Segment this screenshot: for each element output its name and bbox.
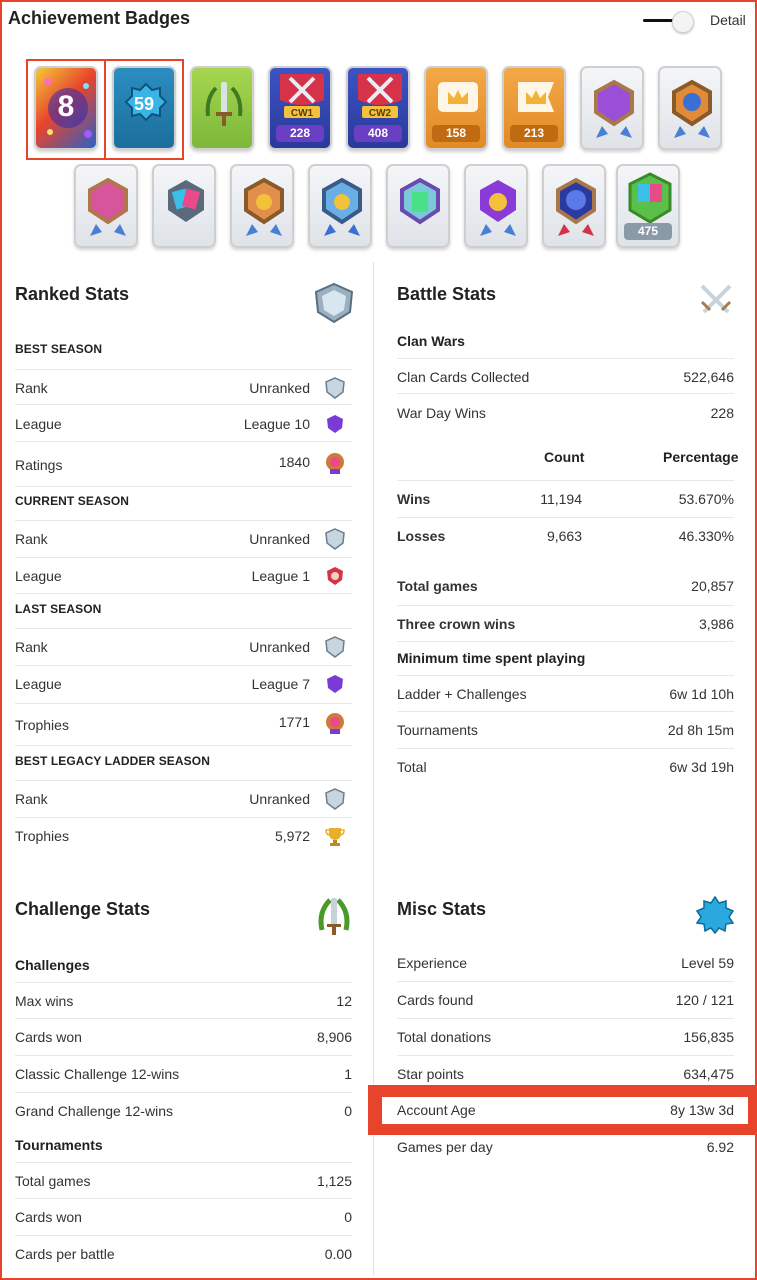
war-day-wins-row — [397, 395, 734, 431]
total-donations-row — [397, 1019, 734, 1056]
losses-percentage: 46.330% — [678, 528, 734, 544]
cw1-label: CW1 — [290, 108, 314, 119]
level-value: 59 — [133, 94, 155, 114]
achievement-badges-title: Achievement Badges — [8, 8, 191, 28]
rank-shield-icon — [324, 377, 346, 399]
total-time-value: 6w 3d 19h — [669, 759, 734, 775]
count-column-header: Count — [544, 449, 585, 465]
detail-toggle[interactable] — [643, 11, 693, 31]
cards-per-battle-label: Cards per battle — [15, 1246, 115, 1262]
tournaments-heading: Tournaments — [15, 1137, 103, 1153]
league-value: League 1 — [251, 568, 310, 584]
ladder-challenges-label: Ladder + Challenges — [397, 686, 527, 702]
rank-label: Rank — [15, 791, 48, 807]
rank-shield-icon — [324, 528, 346, 550]
card-collection-count: 475 — [624, 223, 672, 240]
clan-war-2-badge[interactable] — [346, 66, 410, 150]
rating-medal-icon — [324, 452, 346, 474]
total-games-value: 20,857 — [691, 578, 734, 594]
league-badge-king[interactable] — [230, 164, 294, 248]
total-donations-value: 156,835 — [683, 1029, 734, 1045]
best-season-rank-row — [15, 369, 352, 405]
last-season-rank-row — [15, 628, 352, 666]
king-shield-icon — [232, 166, 294, 248]
league-label: League — [15, 676, 62, 692]
crown-chest-badge[interactable] — [424, 66, 488, 150]
tournaments-time-row — [397, 712, 734, 749]
sword-wreath-icon — [314, 894, 354, 940]
rating-medal-icon — [324, 712, 346, 734]
cards-found-value: 120 / 121 — [675, 992, 734, 1008]
skull-shield-icon — [660, 68, 722, 150]
blue-king-shield-icon — [310, 166, 372, 248]
current-season-rank-row — [15, 520, 352, 558]
clan-cards-label: Clan Cards Collected — [397, 369, 530, 385]
legacy-season-heading: BEST LEGACY LADDER SEASON — [15, 754, 210, 768]
total-time-label: Total — [397, 759, 427, 775]
rank-shield-icon — [324, 636, 346, 658]
cw2-label: CW2 — [368, 108, 392, 119]
teal-shield-icon — [388, 166, 450, 248]
tournaments-time-value: 2d 8h 15m — [667, 722, 734, 738]
losses-row — [397, 518, 734, 554]
battle-stats-title: Battle Stats — [397, 284, 497, 304]
crossed-swords-icon — [696, 280, 736, 318]
cards-per-battle-row — [15, 1236, 352, 1272]
experience-row — [397, 945, 734, 982]
losses-label: Losses — [397, 528, 446, 544]
crown-flag-badge[interactable] — [502, 66, 566, 150]
games-per-day-label: Games per day — [397, 1139, 493, 1155]
rank-value: Unranked — [249, 531, 310, 547]
league-badge-purple[interactable] — [580, 66, 644, 150]
clan-war-1-badge[interactable] — [268, 66, 332, 150]
last-season-heading: LAST SEASON — [15, 602, 102, 616]
challenges-heading: Challenges — [15, 957, 90, 973]
cards-won-value: 8,906 — [316, 1029, 352, 1045]
rank-value: Unranked — [249, 639, 310, 655]
tournament-total-games-value: 1,125 — [316, 1173, 352, 1189]
three-crown-wins-label: Three crown wins — [397, 616, 516, 632]
trophy-icon — [324, 825, 346, 847]
grand-challenge-value: 0 — [344, 1103, 352, 1119]
trophies-label: Trophies — [15, 828, 69, 844]
tournament-cards-won-label: Cards won — [15, 1209, 82, 1225]
ranked-shield-icon — [314, 282, 354, 324]
wins-row — [397, 480, 734, 518]
cw2-count: 408 — [354, 125, 402, 142]
league-value: League 7 — [251, 676, 310, 692]
experience-label: Experience — [397, 955, 468, 971]
ratings-value: 1840 — [278, 454, 310, 470]
league-shield-icon — [324, 565, 346, 587]
max-wins-label: Max wins — [15, 993, 74, 1009]
grand-challenge-row — [15, 1093, 352, 1129]
rank-shield-icon — [324, 788, 346, 810]
total-time-row — [397, 749, 734, 785]
ratings-label: Ratings — [15, 457, 63, 473]
league-badge-pink[interactable] — [74, 164, 138, 248]
best-season-league-row — [15, 406, 352, 442]
three-crown-wins-row — [397, 606, 734, 642]
cards-shield-icon — [154, 166, 216, 248]
account-age-label: Account Age — [397, 1102, 476, 1118]
grand-challenge-label: Grand Challenge 12-wins — [15, 1103, 173, 1119]
cards-per-battle-value: 0.00 — [324, 1246, 352, 1262]
total-games-row — [397, 568, 734, 606]
max-wins-row — [15, 982, 352, 1019]
purple-shield-icon — [582, 68, 644, 150]
rank-label: Rank — [15, 531, 48, 547]
ladder-challenges-value: 6w 1d 10h — [669, 686, 734, 702]
losses-count: 9,663 — [546, 528, 582, 544]
percentage-column-header: Percentage — [663, 449, 739, 465]
tournament-cards-won-row — [15, 1199, 352, 1236]
games-per-day-value: 6.92 — [706, 1139, 734, 1155]
tournament-total-games-label: Total games — [15, 1173, 91, 1189]
best-season-heading: BEST SEASON — [15, 342, 103, 356]
cards-found-label: Cards found — [397, 992, 474, 1008]
ladder-challenges-row — [397, 675, 734, 712]
league-badge-skull[interactable] — [658, 66, 722, 150]
classic-challenge-label: Classic Challenge 12-wins — [15, 1066, 180, 1082]
ranked-stats-title: Ranked Stats — [15, 284, 130, 304]
card-collection-badge[interactable] — [616, 164, 680, 248]
rank-value: Unranked — [249, 791, 310, 807]
trophies-value: 5,972 — [274, 828, 310, 844]
legacy-trophies-row — [15, 818, 352, 854]
years-played-badge[interactable] — [34, 66, 98, 150]
sword-wreath-icon — [192, 68, 254, 150]
wins-label: Wins — [397, 491, 431, 507]
toggle-knob[interactable] — [672, 11, 694, 33]
rank-label: Rank — [15, 639, 48, 655]
misc-stats-title: Misc Stats — [397, 899, 487, 919]
classic-challenge-value: 1 — [344, 1066, 352, 1082]
trophies-value: 1771 — [278, 714, 310, 730]
years-played-value: 8 — [57, 90, 75, 123]
crown-chest-count: 158 — [432, 125, 480, 142]
account-age-row — [397, 1092, 734, 1128]
three-crown-wins-value: 3,986 — [698, 616, 734, 632]
experience-star-icon — [696, 896, 734, 934]
max-wins-value: 12 — [336, 993, 352, 1009]
legacy-rank-row — [15, 780, 352, 818]
cards-found-row — [397, 982, 734, 1019]
league-badge-blue-king[interactable] — [308, 164, 372, 248]
clan-wars-heading: Clan Wars — [397, 333, 465, 349]
challenge-stats-title: Challenge Stats — [15, 899, 151, 919]
challenge-wreath-badge[interactable] — [190, 66, 254, 150]
violet-shield-icon — [466, 166, 528, 248]
clan-cards-value: 522,646 — [683, 369, 734, 385]
war-day-wins-value: 228 — [710, 405, 734, 421]
tournament-cards-won-value: 0 — [344, 1209, 352, 1225]
min-time-heading: Minimum time spent playing — [397, 650, 586, 666]
current-season-league-row — [15, 558, 352, 594]
war-day-wins-label: War Day Wins — [397, 405, 486, 421]
games-per-day-row — [397, 1129, 734, 1165]
best-season-ratings-row — [15, 443, 352, 487]
account-age-value: 8y 13w 3d — [670, 1102, 734, 1118]
total-donations-label: Total donations — [397, 1029, 492, 1045]
last-season-league-row — [15, 666, 352, 704]
star-points-label: Star points — [397, 1066, 464, 1082]
wins-percentage: 53.670% — [678, 491, 734, 507]
star-shield-icon — [544, 166, 606, 248]
league-value: League 10 — [243, 416, 310, 432]
crown-flag-count: 213 — [510, 125, 558, 142]
tournament-total-games-row — [15, 1162, 352, 1199]
trophies-label: Trophies — [15, 717, 69, 733]
cards-won-row — [15, 1019, 352, 1056]
league-label: League — [15, 568, 62, 584]
tournaments-time-label: Tournaments — [397, 722, 478, 738]
league-badge-cards[interactable] — [152, 164, 216, 248]
wins-count: 11,194 — [540, 491, 582, 507]
league-badge-violet[interactable] — [464, 164, 528, 248]
classic-challenge-row — [15, 1056, 352, 1093]
total-games-label: Total games — [397, 578, 478, 594]
star-points-value: 634,475 — [683, 1066, 734, 1082]
last-season-trophies-row — [15, 704, 352, 746]
level-badge[interactable] — [112, 66, 176, 150]
league-badge-star[interactable] — [542, 164, 606, 248]
pink-crown-shield-icon — [76, 166, 138, 248]
league-shield-icon — [324, 673, 346, 695]
league-label: League — [15, 416, 62, 432]
clan-cards-row — [397, 358, 734, 394]
cards-won-label: Cards won — [15, 1029, 82, 1045]
detail-toggle-label: Detail — [710, 12, 746, 28]
league-shield-icon — [324, 413, 346, 435]
league-badge-teal[interactable] — [386, 164, 450, 248]
rank-value: Unranked — [249, 380, 310, 396]
rank-label: Rank — [15, 380, 48, 396]
current-season-heading: CURRENT SEASON — [15, 494, 130, 508]
experience-value: Level 59 — [681, 955, 734, 971]
cw1-count: 228 — [276, 125, 324, 142]
